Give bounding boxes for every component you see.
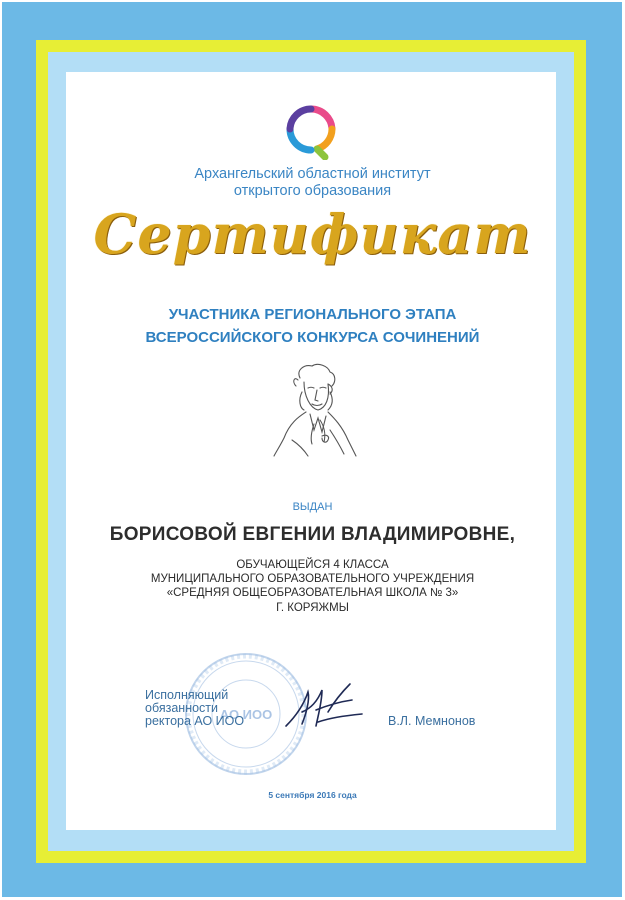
signer-name: В.Л. Мемнонов <box>388 714 476 728</box>
institute-name-line1: Архангельский областной институт <box>194 166 431 182</box>
certificate-title: Сертификат <box>93 202 532 266</box>
portrait-illustration <box>270 360 362 460</box>
recipient-name: БОРИСОВОЙ ЕВГЕНИИ ВЛАДИМИРОВНЕ, <box>109 524 516 545</box>
issued-label: ВЫДАН <box>292 501 333 513</box>
recipient-detail-line: МУНИЦИПАЛЬНОГО ОБРАЗОВАТЕЛЬНОГО УЧРЕЖДЕНИЯ <box>150 573 475 585</box>
stamp-center-text: АО ИОО <box>219 707 273 722</box>
institute-name-line2: открытого образования <box>233 183 392 199</box>
speech-bubble-logo-icon <box>283 104 339 160</box>
handwritten-signature <box>282 682 366 730</box>
issue-date: 5 сентября 2016 года <box>268 790 357 800</box>
recipient-detail-line: ОБУЧАЮЩЕЙСЯ 4 КЛАССА <box>236 559 389 571</box>
recipient-detail-line: Г. КОРЯЖМЫ <box>276 602 349 614</box>
recipient-detail-line: «СРЕДНЯЯ ОБЩЕОБРАЗОВАТЕЛЬНАЯ ШКОЛА № 3» <box>166 587 459 599</box>
certificate-subtitle-line2: ВСЕРОССИЙСКОГО КОНКУРСА СОЧИНЕНИЙ <box>145 329 480 346</box>
signer-title-line1: Исполняющий <box>145 688 229 702</box>
signer-title-line3: ректора АО ИОО <box>145 714 245 728</box>
signer-title-line2: обязанности <box>145 701 219 715</box>
certificate-subtitle-line1: УЧАСТНИКА РЕГИОНАЛЬНОГО ЭТАПА <box>168 306 457 323</box>
